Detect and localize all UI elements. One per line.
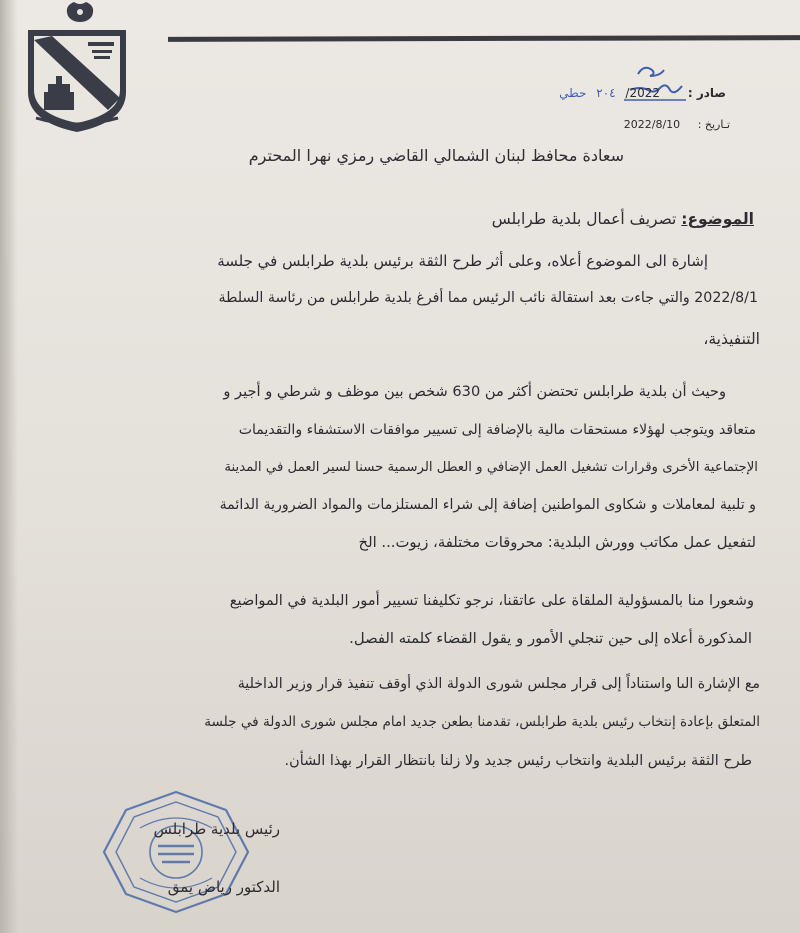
paragraph-4-line-2: المتعلق بإعادة إنتخاب رئيس بلدية طرابلس، تقدمنا بطعن جديد امام مجلس شورى الدولة في جلسة [204,714,760,730]
paragraph-2-line-5: لتفعيل عمل مكاتب وورش البلدية: محروقات مختلفة، زيوت... الخ [358,534,756,551]
date-label: تـاريخ : [697,118,730,131]
paragraph-1-line-1: إشارة الى الموضوع أعلاه، وعلى أثر طرح الثقة برئيس بلدية طرابلس في جلسة [217,252,708,270]
paragraph-4-line-1: مع الإشارة الىا واستناداً إلى قرار مجلس شورى الدولة الذي أوقف تنفيذ قرار وزير الداخلية [237,676,760,692]
signature-title: رئيس بلدية طرابلس [153,820,280,838]
signature-name: الدكتور رياض يمق [167,878,280,896]
handwritten-number-text: ٢٠٤ [596,86,616,100]
paragraph-2-line-2: متعاقد ويتوجب لهؤلاء مستحقات مالية بالإضافة إلى تسيير موافقات الاستشفاء والتقديمات [238,422,756,438]
paragraph-2-line-3: الإجتماعية الأخرى وقرارات تشغيل العمل الإضافي و العطل الرسمية حسنا لسير العمل في المدينة [224,460,758,475]
paragraph-3-line-1: وشعورا منا بالمسؤولية الملقاة على عاتقنا، نرجو تكليفنا تسيير أمور البلدية في المواضيع [229,592,754,609]
paragraph-4-line-3: طرح الثقة برئيس البلدية وانتخاب رئيس جديد ولا زلنا بانتظار القرار بهذا الشأن. [284,753,752,769]
paragraph-2-line-4: و تلبية لمعاملات و شكاوى المواطنين إضافة إلى شراء المستلزمات والمواد الضرورية الدائمة [219,497,756,513]
handwritten-mark-text: حطي [559,86,587,100]
reference-value: 2022/ [625,86,661,100]
reference-label: صادر : [687,86,726,100]
paragraph-2-line-1: وحيث أن بلدية طرابلس تحتضن أكثر من 630 شخص بين موظف و شرطي و أجير و [223,383,726,400]
subject-label: الموضوع: [681,210,754,228]
date-value: 2022/8/10 [623,118,681,131]
subject-line [492,210,754,228]
official-stamp [96,788,256,918]
paragraph-3-line-2: المذكورة أعلاه إلى حين تنجلي الأمور و يقول القضاء كلمته الفصل. [349,630,752,647]
addressee-line: سعادة محافظ لبنان الشمالي القاضي رمزي نهرا المحترم [248,146,624,165]
page-edge-shadow [0,0,18,933]
paragraph-1-line-3: التنفيذية، [703,330,760,348]
subject-text: تصريف أعمال بلدية طرابلس [491,210,677,228]
paragraph-1-line-2: 2022/8/1 والتي جاءت بعد استقالة نائب الرئيس مما أفرغ بلدية طرابلس من رئاسة السلطة [218,290,758,306]
